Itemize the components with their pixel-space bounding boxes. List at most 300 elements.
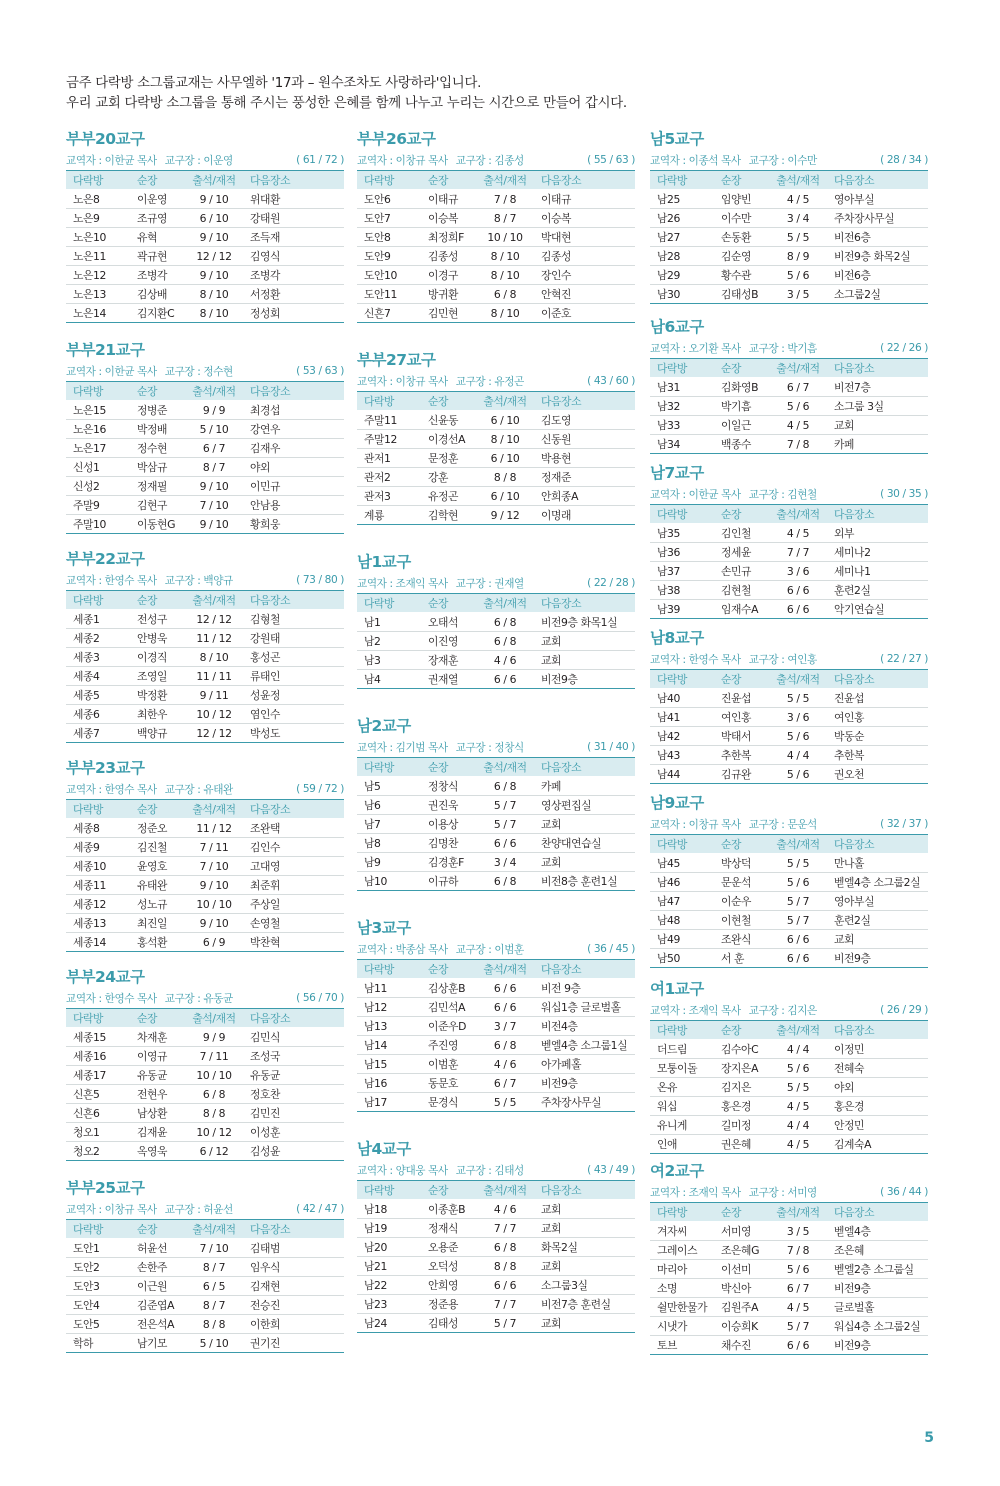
table-cell: 조은혜 (827, 1241, 928, 1260)
table-cell: 교회 (534, 1200, 635, 1219)
table-cell: 남20 (357, 1238, 421, 1257)
table-cell: 9 / 9 (185, 401, 243, 420)
district-meta (650, 814, 928, 834)
table-cell: 워십1층 글로벌홀 (534, 998, 635, 1017)
district-block (66, 128, 344, 323)
table-cell: 학하 (66, 1334, 130, 1353)
district-title: 여2교구 (650, 1162, 704, 1180)
column-header: 다락방 (650, 171, 714, 190)
table-cell: 강연우 (243, 420, 344, 439)
table-cell: 11 / 11 (185, 667, 243, 686)
table-cell: 3 / 6 (769, 708, 827, 727)
table-header (650, 171, 928, 190)
pastor-label: 교역자 : 한영수 목사 (66, 992, 157, 1005)
table-row (66, 1085, 344, 1104)
district-meta (357, 939, 635, 959)
table-row (357, 190, 635, 209)
column-header: 다락방 (650, 505, 714, 524)
attendance-total: ( 36 / 44 ) (880, 1186, 928, 1198)
table-cell: 8 / 7 (185, 1258, 243, 1277)
table-cell: 유태완 (130, 876, 185, 895)
table-cell: 6 / 6 (769, 600, 827, 619)
table-cell: 남46 (650, 873, 714, 892)
table-cell: 류태인 (243, 667, 344, 686)
table-cell: 10 / 10 (476, 228, 534, 247)
table-cell: 김현철 (714, 581, 769, 600)
table-cell: 주말11 (357, 411, 421, 430)
table-cell: 교회 (534, 853, 635, 872)
column-header: 다음장소 (827, 171, 928, 190)
table-cell: 남28 (650, 247, 714, 266)
table-cell: 박동순 (827, 727, 928, 746)
table-row (650, 1059, 928, 1078)
table-cell: 6 / 7 (769, 378, 827, 397)
district-block (650, 978, 928, 1154)
table-cell: 서 훈 (714, 949, 769, 968)
table-cell: 동문호 (421, 1074, 476, 1093)
column-header: 순장 (421, 171, 476, 190)
table-cell: 정준오 (130, 819, 185, 838)
table-cell: 9 / 10 (185, 477, 243, 496)
table-row (650, 378, 928, 397)
table-cell: 황희웅 (243, 515, 344, 534)
table-cell: 남26 (650, 209, 714, 228)
table-cell: 조득재 (243, 228, 344, 247)
table-cell: 김순영 (714, 247, 769, 266)
table-cell: 이순우 (714, 892, 769, 911)
table-cell: 안혁진 (534, 285, 635, 304)
column-header: 출석/재적 (769, 359, 827, 378)
district-meta (66, 1199, 344, 1219)
table-cell: 이태규 (534, 190, 635, 209)
leader-label: 교구장 : 여인홍 (748, 653, 817, 666)
table-cell: 신동원 (534, 430, 635, 449)
table-row (357, 1074, 635, 1093)
table-row (66, 496, 344, 515)
table-cell: 주말10 (66, 515, 130, 534)
table-cell: 9 / 12 (476, 506, 534, 525)
district-block (66, 548, 344, 743)
table-row (66, 439, 344, 458)
column-header: 다음장소 (534, 392, 635, 411)
table-cell: 홍은경 (714, 1097, 769, 1116)
table-cell: 이동현G (130, 515, 185, 534)
table-cell: 조은혜G (714, 1241, 769, 1260)
table-cell: 소명 (650, 1279, 714, 1298)
table-row (650, 1040, 928, 1059)
table-cell: 도안8 (357, 228, 421, 247)
table-cell: 5 / 7 (476, 796, 534, 815)
table-cell: 노은15 (66, 401, 130, 420)
table-row (650, 1116, 928, 1135)
table-cell: 김민석A (421, 998, 476, 1017)
table-row (357, 632, 635, 651)
table-cell: 노은13 (66, 285, 130, 304)
table-cell: 남22 (357, 1276, 421, 1295)
table-cell: 이승복 (534, 209, 635, 228)
table-cell: 도안4 (66, 1296, 130, 1315)
table-header (357, 392, 635, 411)
table-row (357, 613, 635, 632)
table-cell: 10 / 12 (185, 705, 243, 724)
table-row (357, 834, 635, 853)
attendance-total: ( 36 / 45 ) (587, 943, 635, 955)
table-cell: 신윤동 (421, 411, 476, 430)
table-cell: 소그룹2실 (827, 285, 928, 304)
attendance-total: ( 22 / 28 ) (587, 577, 635, 589)
table-cell: 세종3 (66, 648, 130, 667)
column-header: 순장 (130, 1220, 185, 1239)
table-cell: 남기모 (130, 1334, 185, 1353)
table-cell: 유동균 (243, 1066, 344, 1085)
district-table (650, 358, 928, 454)
district-block (357, 349, 635, 525)
leader-label: 교구장 : 이운영 (164, 154, 233, 167)
table-cell: 정준용 (421, 1295, 476, 1314)
table-cell: 청오1 (66, 1123, 130, 1142)
table-cell: 6 / 10 (476, 411, 534, 430)
column-header: 다음장소 (243, 1009, 344, 1028)
table-cell: 온유 (650, 1078, 714, 1097)
column-header: 다음장소 (827, 359, 928, 378)
table-cell: 4 / 6 (476, 651, 534, 670)
table-cell: 박태서 (714, 727, 769, 746)
table-cell: 박기흠 (714, 397, 769, 416)
table-cell: 조병각 (243, 266, 344, 285)
table-cell: 만나홀 (827, 854, 928, 873)
table-cell: 도안7 (357, 209, 421, 228)
table-row (357, 796, 635, 815)
table-cell: 교회 (534, 1257, 635, 1276)
leader-label: 교구장 : 이수만 (748, 154, 817, 167)
leader-label: 교구장 : 유정곤 (455, 375, 524, 388)
attendance-total: ( 26 / 29 ) (880, 1004, 928, 1016)
column-header: 다락방 (66, 800, 130, 819)
table-cell: 남19 (357, 1219, 421, 1238)
table-header (357, 1181, 635, 1200)
table-cell: 5 / 5 (769, 854, 827, 873)
leader-label: 교구장 : 유동균 (164, 992, 233, 1005)
table-cell: 김준엽A (130, 1296, 185, 1315)
table-cell: 남24 (357, 1314, 421, 1333)
table-header (357, 594, 635, 613)
table-cell: 도안5 (66, 1315, 130, 1334)
column-header: 다음장소 (243, 171, 344, 190)
table-cell: 신성2 (66, 477, 130, 496)
column-header: 순장 (714, 505, 769, 524)
table-cell: 노은14 (66, 304, 130, 323)
column-header: 다음장소 (534, 594, 635, 613)
table-cell: 6 / 7 (185, 439, 243, 458)
table-cell: 추한복 (827, 746, 928, 765)
table-cell: 비전8층 훈련1실 (534, 872, 635, 891)
table-cell: 남17 (357, 1093, 421, 1112)
table-cell: 권오천 (827, 765, 928, 784)
district-block (357, 715, 635, 891)
table-cell: 교회 (827, 416, 928, 435)
district-block (650, 462, 928, 619)
table-cell: 5 / 7 (476, 815, 534, 834)
table-cell: 남11 (357, 979, 421, 998)
district-meta (357, 737, 635, 757)
district-table (650, 1020, 928, 1154)
pastor-label: 교역자 : 이한균 목사 (66, 365, 157, 378)
district-table (650, 834, 928, 968)
table-cell: 4 / 4 (769, 1116, 827, 1135)
table-cell: 8 / 10 (476, 304, 534, 323)
district-table (357, 391, 635, 525)
district-meta (357, 371, 635, 391)
table-cell: 김지환C (130, 304, 185, 323)
column-header: 다음장소 (534, 1181, 635, 1200)
district-title: 남2교구 (357, 717, 411, 735)
intro-line-2: 우리 교회 다락방 소그룹을 통해 주시는 풍성한 은혜를 함께 나누고 누리는 시간으로 만들어 갑시다. (66, 96, 627, 111)
table-cell: 염인수 (243, 705, 344, 724)
table-row (650, 930, 928, 949)
table-cell: 이승복 (421, 209, 476, 228)
table-cell: 남32 (650, 397, 714, 416)
table-cell: 8 / 10 (185, 285, 243, 304)
table-row (357, 1314, 635, 1333)
column-1 (66, 128, 344, 1353)
table-cell: 남4 (357, 670, 421, 689)
table-cell: 남12 (357, 998, 421, 1017)
table-row (66, 266, 344, 285)
intro-text (66, 74, 946, 114)
table-row (650, 435, 928, 454)
table-cell: 남13 (357, 1017, 421, 1036)
table-cell: 10 / 10 (185, 1066, 243, 1085)
table-row (66, 819, 344, 838)
table-cell: 김도영 (534, 411, 635, 430)
district-meta (66, 988, 344, 1008)
table-cell: 김진철 (130, 838, 185, 857)
table-row (650, 1260, 928, 1279)
column-header: 출석/재적 (769, 1021, 827, 1040)
table-cell: 남44 (650, 765, 714, 784)
table-cell: 6 / 12 (185, 1142, 243, 1161)
table-cell: 박성도 (243, 724, 344, 743)
table-cell: 김종성 (421, 247, 476, 266)
table-cell: 이민규 (243, 477, 344, 496)
table-cell: 세종1 (66, 610, 130, 629)
table-header (66, 1009, 344, 1028)
table-cell: 성윤정 (243, 686, 344, 705)
column-header: 순장 (714, 359, 769, 378)
district-title: 남7교구 (650, 464, 704, 482)
column-header: 출석/재적 (476, 1181, 534, 1200)
district-table (357, 959, 635, 1112)
table-cell: 세종5 (66, 686, 130, 705)
table-cell: 8 / 8 (185, 1104, 243, 1123)
column-header: 다음장소 (827, 1021, 928, 1040)
table-cell: 시냇가 (650, 1317, 714, 1336)
table-row (357, 449, 635, 468)
table-cell: 차재훈 (130, 1028, 185, 1047)
column-header: 순장 (421, 1181, 476, 1200)
leader-label: 교구장 : 이범훈 (455, 943, 524, 956)
table-cell: 백양규 (130, 724, 185, 743)
attendance-total: ( 31 / 40 ) (587, 741, 635, 753)
table-cell: 장지은A (714, 1059, 769, 1078)
table-cell: 김학현 (421, 506, 476, 525)
table-cell: 남37 (650, 562, 714, 581)
table-cell: 4 / 6 (476, 1200, 534, 1219)
district-block (66, 757, 344, 952)
table-cell: 이명래 (534, 506, 635, 525)
column-header: 순장 (421, 594, 476, 613)
table-cell: 남39 (650, 600, 714, 619)
table-cell: 이일근 (714, 416, 769, 435)
table-cell: 12 / 12 (185, 724, 243, 743)
table-cell: 오덕성 (421, 1257, 476, 1276)
district-meta (650, 484, 928, 504)
district-title: 부부27교구 (357, 351, 436, 369)
table-cell: 세종11 (66, 876, 130, 895)
table-cell: 소그룹 3실 (827, 397, 928, 416)
table-cell: 5 / 6 (769, 397, 827, 416)
table-cell: 6 / 8 (476, 285, 534, 304)
table-cell: 문경식 (421, 1093, 476, 1112)
table-cell: 남21 (357, 1257, 421, 1276)
table-cell: 비전 9층 (534, 979, 635, 998)
column-header: 순장 (714, 835, 769, 854)
table-cell: 4 / 6 (476, 1055, 534, 1074)
table-cell: 9 / 11 (185, 686, 243, 705)
table-header (650, 359, 928, 378)
column-header: 출석/재적 (476, 171, 534, 190)
table-cell: 김계숙A (827, 1135, 928, 1154)
leader-label: 교구장 : 서미영 (748, 1186, 817, 1199)
column-header: 순장 (130, 171, 185, 190)
table-cell: 세종2 (66, 629, 130, 648)
table-cell: 김지은 (714, 1078, 769, 1097)
table-cell: 남34 (650, 435, 714, 454)
table-cell: 남30 (650, 285, 714, 304)
table-row (650, 746, 928, 765)
attendance-total: ( 43 / 49 ) (587, 1164, 635, 1176)
district-table (66, 381, 344, 534)
pastor-label: 교역자 : 한영수 목사 (66, 574, 157, 587)
table-cell: 김인철 (714, 524, 769, 543)
table-cell: 6 / 6 (476, 670, 534, 689)
table-row (650, 854, 928, 873)
table-cell: 비전6층 (827, 266, 928, 285)
table-cell: 7 / 7 (476, 1295, 534, 1314)
table-row (357, 670, 635, 689)
table-cell: 도안9 (357, 247, 421, 266)
table-cell: 6 / 7 (476, 1074, 534, 1093)
column-header: 다음장소 (534, 960, 635, 979)
table-cell: 교회 (534, 1219, 635, 1238)
table-cell: 6 / 6 (769, 1336, 827, 1355)
table-cell: 벧엘4층 소그룹2실 (827, 873, 928, 892)
table-row (66, 1239, 344, 1258)
table-cell: 성노규 (130, 895, 185, 914)
table-header (66, 1220, 344, 1239)
table-cell: 전승진 (243, 1296, 344, 1315)
table-cell: 남31 (650, 378, 714, 397)
table-row (357, 304, 635, 323)
table-cell: 정수현 (130, 439, 185, 458)
table-cell: 주진영 (421, 1036, 476, 1055)
district-table (357, 757, 635, 891)
table-cell: 정성회 (243, 304, 344, 323)
table-row (66, 1296, 344, 1315)
table-row (357, 651, 635, 670)
table-cell: 외부 (827, 524, 928, 543)
table-cell: 비전9층 (534, 1074, 635, 1093)
table-cell: 훈련2실 (827, 911, 928, 930)
leader-label: 교구장 : 문운석 (748, 818, 817, 831)
table-cell: 10 / 12 (185, 1123, 243, 1142)
table-cell: 남16 (357, 1074, 421, 1093)
table-cell: 카페 (534, 777, 635, 796)
table-cell: 권재열 (421, 670, 476, 689)
table-cell: 6 / 8 (476, 872, 534, 891)
table-cell: 장재훈 (421, 651, 476, 670)
table-cell: 6 / 10 (476, 449, 534, 468)
table-cell: 김인수 (243, 838, 344, 857)
table-cell: 전혜숙 (827, 1059, 928, 1078)
district-table (650, 170, 928, 304)
district-block (357, 917, 635, 1112)
table-cell: 6 / 8 (476, 1238, 534, 1257)
table-cell: 정재식 (421, 1219, 476, 1238)
column-header: 다락방 (66, 1220, 130, 1239)
attendance-total: ( 32 / 37 ) (880, 818, 928, 830)
pastor-label: 교역자 : 양대웅 목사 (357, 1164, 448, 1177)
table-cell: 7 / 11 (185, 838, 243, 857)
table-cell: 안희영 (421, 1276, 476, 1295)
table-cell: 악기연습실 (827, 600, 928, 619)
table-row (650, 892, 928, 911)
leader-label: 교구장 : 김지은 (748, 1004, 817, 1017)
table-row (357, 468, 635, 487)
table-row (357, 979, 635, 998)
column-header: 다락방 (650, 1203, 714, 1222)
table-row (357, 430, 635, 449)
attendance-total: ( 53 / 63 ) (296, 365, 344, 377)
column-header: 출석/재적 (185, 1220, 243, 1239)
column-header: 순장 (130, 591, 185, 610)
table-cell: 3 / 6 (769, 562, 827, 581)
table-cell: 손영철 (243, 914, 344, 933)
table-cell: 남50 (650, 949, 714, 968)
table-header (650, 670, 928, 689)
table-cell: 5 / 5 (769, 228, 827, 247)
column-header: 다음장소 (827, 505, 928, 524)
table-cell: 최정희F (421, 228, 476, 247)
district-block (650, 316, 928, 454)
district-table (650, 669, 928, 784)
table-cell: 강원태 (243, 629, 344, 648)
table-cell: 남35 (650, 524, 714, 543)
table-row (357, 1017, 635, 1036)
table-cell: 토브 (650, 1336, 714, 1355)
table-cell: 4 / 4 (769, 746, 827, 765)
district-block (357, 128, 635, 323)
table-row (66, 667, 344, 686)
table-cell: 최준휘 (243, 876, 344, 895)
table-cell: 김태성B (714, 285, 769, 304)
table-cell: 남상환 (130, 1104, 185, 1123)
table-cell: 벧엘4층 소그룹1실 (534, 1036, 635, 1055)
column-header: 다락방 (357, 171, 421, 190)
table-cell: 5 / 6 (769, 266, 827, 285)
table-cell: 6 / 8 (476, 1036, 534, 1055)
table-cell: 비전7층 (827, 378, 928, 397)
